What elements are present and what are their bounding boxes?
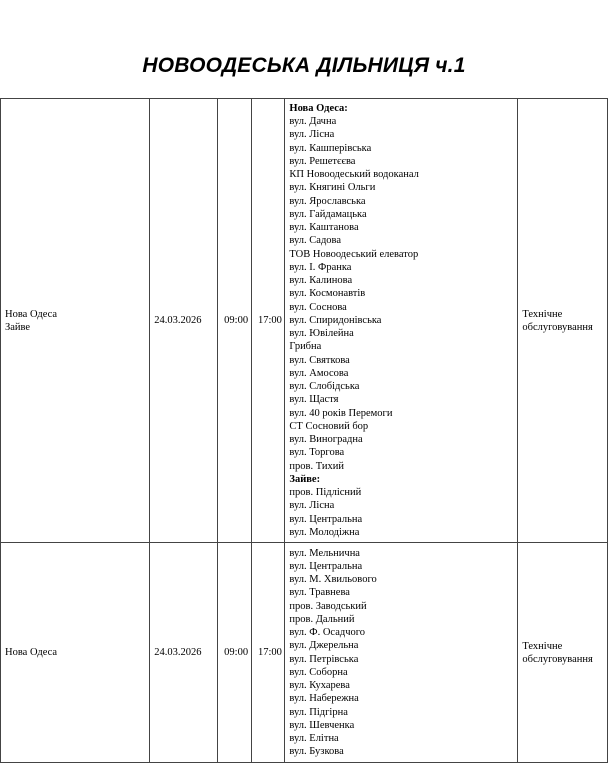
time-to: 17:00	[258, 647, 282, 658]
settlement-cell	[1, 99, 150, 543]
address-item: вул. Гайдамацька	[289, 208, 367, 220]
address-group-heading: Нова Одеса:	[289, 102, 348, 114]
address-item: вул. Слобідська	[289, 381, 360, 393]
reason-cell	[518, 543, 608, 763]
settlement-cell	[1, 543, 150, 763]
date-cell	[150, 543, 218, 763]
page-title: НОВООДЕСЬКА ДІЛЬНИЦЯ ч.1	[142, 54, 466, 77]
address-item: вул. Кашперівська	[289, 142, 372, 154]
address-item: вул. Бузкова	[289, 746, 344, 758]
address-item: вул. І. Франка	[289, 261, 352, 273]
address-item: вул. Решетєєва	[289, 155, 356, 167]
outage-date: 24.03.2026	[154, 647, 202, 658]
address-item: вул. Лісна	[289, 129, 335, 141]
address-item: вул. Підгірна	[289, 706, 348, 718]
address-item: вул. Космонавтів	[289, 288, 366, 300]
address-item: вул. Дачна	[289, 116, 337, 128]
address-item: пров. Тихий	[289, 460, 344, 472]
reason-cell	[518, 99, 608, 543]
address-item: вул. Соснова	[289, 301, 347, 313]
settlement-name: Зайве	[5, 321, 31, 333]
address-item: вул. Кухарева	[289, 680, 350, 691]
address-item: вул. Каштанова	[289, 222, 359, 234]
address-item: вул. Ф. Осадчого	[289, 627, 366, 638]
address-group-heading: Зайве:	[289, 473, 321, 485]
address-item: Грибна	[289, 341, 322, 353]
address-item: вул. Амосова	[289, 367, 349, 379]
address-list-cell	[285, 99, 518, 543]
address-item: вул. Центральна	[289, 560, 363, 572]
address-item: вул. Калинова	[289, 275, 353, 287]
time-from-cell	[217, 99, 251, 543]
outage-reason: Технічне	[522, 640, 563, 652]
address-item: пров. Заводський	[289, 600, 367, 612]
address-item: вул. Елітна	[289, 733, 339, 744]
address-item: вул. Виноградна	[289, 434, 363, 446]
table-row	[1, 543, 608, 763]
address-item: вул. Травнева	[289, 587, 350, 599]
address-item: пров. Підлісний	[289, 487, 362, 499]
time-from-cell	[217, 543, 251, 763]
address-item: вул. Шевченка	[289, 719, 355, 731]
address-item: вул. 40 років Перемоги	[289, 407, 393, 419]
time-to-cell	[251, 99, 285, 543]
settlement-name: Нова Одеса	[5, 308, 58, 320]
time-to: 17:00	[258, 315, 282, 326]
address-item: вул. Садова	[289, 235, 342, 247]
address-item: вул. Святкова	[289, 354, 350, 366]
time-from: 09:00	[224, 315, 249, 326]
address-item: вул. Петрівська	[289, 653, 359, 665]
address-item: вул. М. Хвильового	[289, 574, 377, 585]
outage-reason: Технічне	[522, 308, 563, 320]
address-item: вул. Молодіжна	[289, 526, 360, 538]
address-item: вул. Джерельна	[289, 640, 359, 652]
time-to-cell	[251, 543, 285, 763]
address-list-cell	[285, 543, 518, 763]
address-item: вул. Мельнична	[289, 547, 360, 559]
address-item: вул. Торгова	[289, 447, 345, 459]
address-item: КП Новоодеський водоканал	[289, 169, 419, 181]
address-item: вул. Княгині Ольги	[289, 182, 376, 194]
address-item: СТ Сосновий бор	[289, 420, 369, 432]
time-from: 09:00	[224, 647, 249, 658]
address-item: ТОВ Новоодеський елеватор	[289, 248, 419, 260]
address-item: вул. Набережна	[289, 693, 359, 705]
address-item: вул. Спиридонівська	[289, 314, 382, 326]
address-item: вул. Ювілейна	[289, 328, 354, 340]
address-item: вул. Щастя	[289, 394, 339, 406]
outage-reason: обслуговування	[522, 321, 593, 333]
outage-reason: обслуговування	[522, 653, 593, 665]
address-item: пров. Дальний	[289, 613, 355, 625]
date-cell	[150, 99, 218, 543]
table-row	[1, 99, 608, 543]
address-item: вул. Лісна	[289, 500, 335, 512]
address-item: вул. Соборна	[289, 666, 348, 678]
settlement-name: Нова Одеса	[5, 647, 58, 658]
address-item: вул. Ярославська	[289, 195, 366, 207]
address-item: вул. Центральна	[289, 513, 363, 525]
outage-schedule-table	[0, 98, 608, 763]
outage-date: 24.03.2026	[154, 315, 202, 326]
